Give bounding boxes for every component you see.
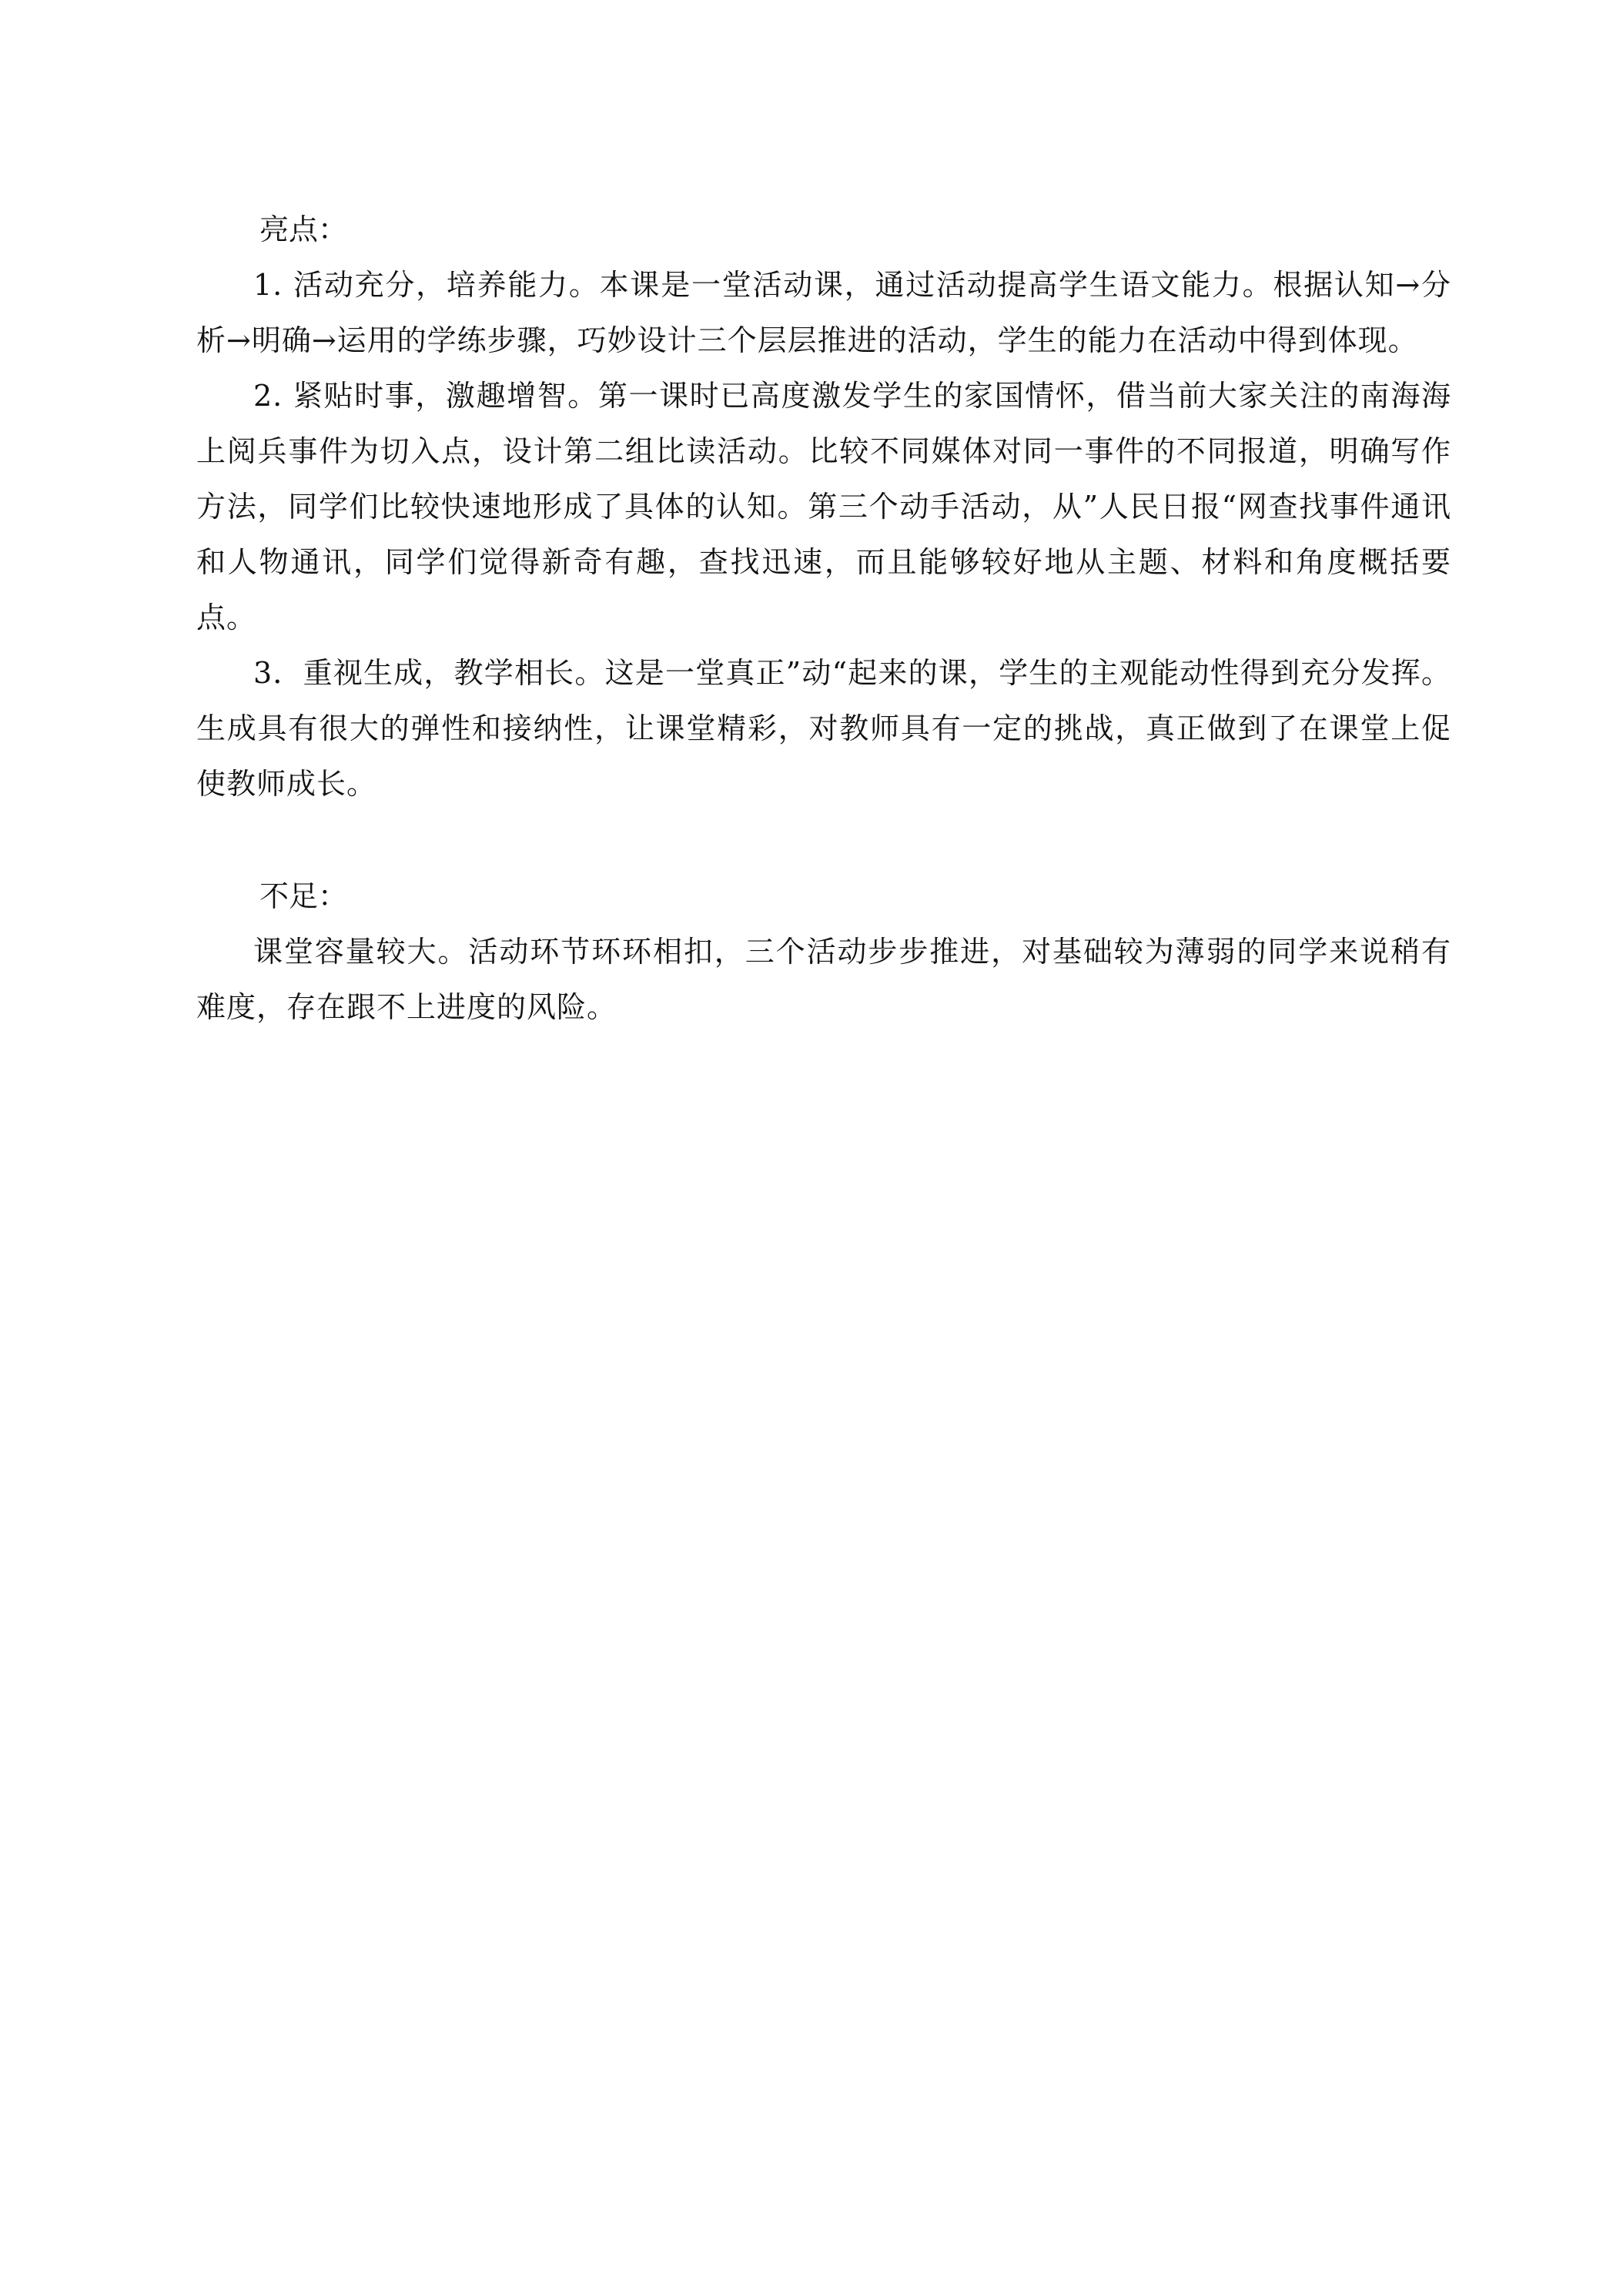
section-spacer	[196, 812, 1451, 869]
highlights-heading: 亮点：	[259, 213, 348, 246]
highlight-item-2: 2. 紧贴时事，激趣增智。第一课时已高度激发学生的家国情怀，借当前大家关注的南海海上阅兵事件为切入点，设计第二组比读活动。比较不同媒体对同一事件的不同报道，明确写作方法，同学们比较快速地形成了具体的认知。第三个动手活动，从”人民日报“网查找事件通讯和人物通讯，同学们觉得新奇有趣，查找迅速，而且能够较好地从主题、材料和角度概括要点。	[196, 379, 1451, 634]
shortcomings-text: 课堂容量较大。活动环节环环相扣，三个活动步步推进，对基础较为薄弱的同学来说稍有难度，存在跟不上进度的风险。	[196, 935, 1451, 1024]
document-body	[196, 202, 1451, 1035]
shortcomings-heading: 不足：	[259, 879, 348, 913]
highlight-item-3: 3．重视生成，教学相长。这是一堂真正”动“起来的课，学生的主观能动性得到充分发挥。生成具有很大的弹性和接纳性，让课堂精彩，对教师具有一定的挑战，真正做到了在课堂上促使教师成长。	[196, 656, 1451, 801]
highlight-item-1: 1. 活动充分，培养能力。本课是一堂活动课，通过活动提高学生语文能力。根据认知→分析→明确→运用的学练步骤，巧妙设计三个层层推进的活动，学生的能力在活动中得到体现。	[196, 268, 1451, 357]
